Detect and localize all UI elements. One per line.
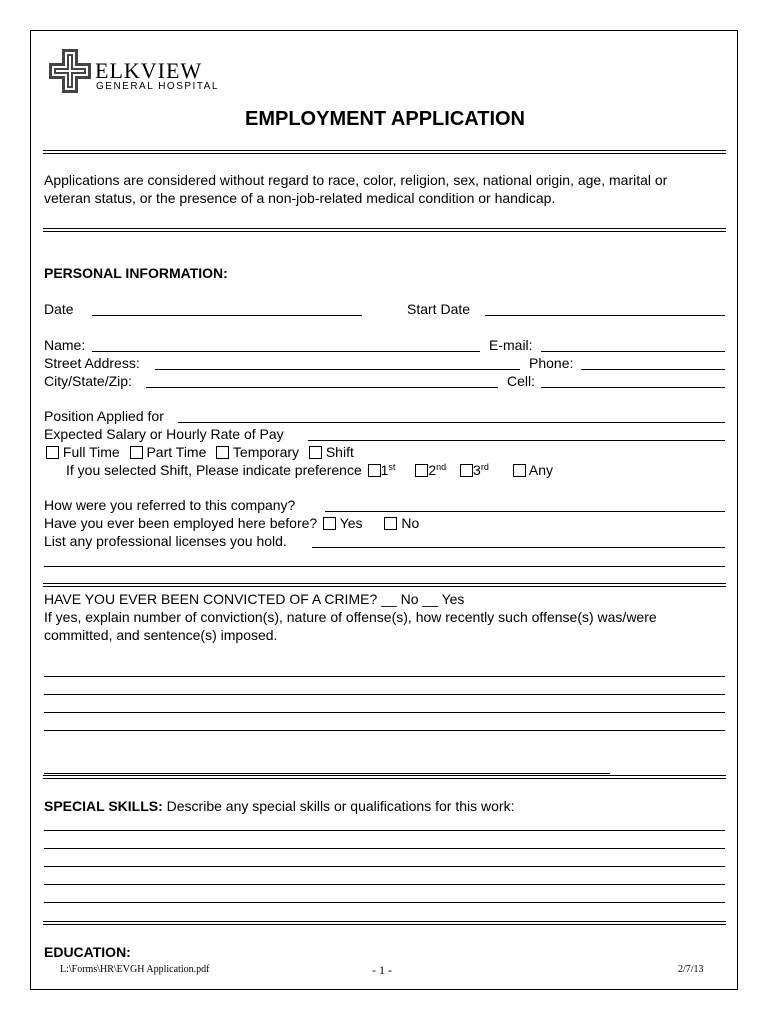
divider	[43, 583, 726, 587]
phone-field[interactable]	[581, 369, 725, 370]
temporary-label: Temporary	[232, 444, 300, 460]
skills-answer-line[interactable]	[44, 848, 725, 849]
licenses-field-2[interactable]	[44, 566, 725, 567]
shift-preference-label: If you selected Shift, Please indicate preference	[66, 462, 362, 478]
salary-field[interactable]	[308, 440, 725, 441]
employed-no-label: No	[401, 515, 420, 531]
notice-line-2: veteran status, or the presence of a non-job-related medical condition or handicap.	[44, 190, 556, 206]
referred-label: How were you referred to this company?	[44, 497, 296, 513]
crime-answer-line[interactable]	[44, 712, 725, 713]
any-shift-checkbox[interactable]	[513, 464, 526, 477]
logo-name: ELKVIEW	[95, 58, 203, 83]
email-field[interactable]	[541, 351, 725, 352]
skills-heading: SPECIAL SKILLS:	[44, 798, 163, 814]
city-field[interactable]	[146, 387, 498, 388]
position-field[interactable]	[178, 422, 725, 423]
position-label: Position Applied for	[44, 408, 164, 424]
salary-label: Expected Salary or Hourly Rate of Pay	[44, 426, 284, 442]
shift-checkbox[interactable]	[309, 446, 322, 459]
any-shift-label: Any	[528, 462, 553, 478]
name-field[interactable]	[92, 351, 480, 352]
divider	[43, 775, 726, 779]
crime-answer-line[interactable]	[44, 676, 725, 677]
cell-field[interactable]	[541, 387, 725, 388]
part-time-checkbox[interactable]	[130, 446, 143, 459]
start-date-label: Start Date	[407, 301, 471, 317]
divider	[43, 921, 726, 925]
crime-no-option[interactable]: __ No	[381, 591, 419, 607]
divider	[43, 228, 726, 232]
crime-answer-line[interactable]	[44, 773, 610, 774]
crime-explain-line-1: If yes, explain number of conviction(s), nature of offense(s), how recently such offense(s) was/were	[44, 609, 657, 625]
referred-field[interactable]	[325, 511, 725, 512]
crime-question	[44, 591, 464, 607]
skills-answer-line[interactable]	[44, 902, 725, 903]
employed-before-row	[44, 515, 419, 531]
temporary-checkbox[interactable]	[216, 446, 229, 459]
street-label: Street Address:	[44, 355, 140, 371]
shift-label: Shift	[325, 444, 354, 460]
street-field[interactable]	[155, 369, 520, 370]
skills-prompt: Describe any special skills or qualifications for this work:	[166, 798, 515, 814]
employment-type-row	[46, 444, 354, 460]
crime-answer-line[interactable]	[44, 694, 725, 695]
email-label: E-mail:	[489, 337, 533, 353]
skills-row	[44, 798, 514, 814]
cell-label: Cell:	[507, 373, 536, 389]
third-shift-checkbox[interactable]	[460, 464, 473, 477]
divider	[43, 150, 726, 154]
employed-yes-label: Yes	[339, 515, 363, 531]
employed-yes-checkbox[interactable]	[323, 517, 336, 530]
licenses-label: List any professional licenses you hold.	[44, 533, 287, 549]
crime-question-text: HAVE YOU EVER BEEN CONVICTED OF A CRIME?	[44, 591, 378, 607]
page-title: EMPLOYMENT APPLICATION	[245, 108, 525, 130]
footer-page-number: - 1 -	[372, 963, 392, 977]
name-label: Name:	[44, 337, 86, 353]
skills-answer-line[interactable]	[44, 884, 725, 885]
second-shift-label: 2nd	[428, 462, 447, 478]
full-time-checkbox[interactable]	[46, 446, 59, 459]
hospital-cross-logo-icon	[48, 48, 92, 94]
skills-answer-line[interactable]	[44, 830, 725, 831]
full-time-label: Full Time	[62, 444, 120, 460]
footer-date: 2/7/13	[678, 964, 704, 975]
logo-subtitle: GENERAL HOSPITAL	[96, 81, 219, 92]
crime-yes-option[interactable]: __ Yes	[422, 591, 465, 607]
crime-answer-line[interactable]	[44, 730, 725, 731]
notice-line-1: Applications are considered without regard to race, color, religion, sex, national origin, age, marital or	[44, 172, 668, 188]
licenses-field[interactable]	[312, 547, 725, 548]
crime-explain-line-2: committed, and sentence(s) imposed.	[44, 627, 278, 643]
second-shift-checkbox[interactable]	[415, 464, 428, 477]
footer-path: L:\Forms\HR\EVGH Application.pdf	[60, 964, 210, 975]
phone-label: Phone:	[529, 355, 574, 371]
first-shift-checkbox[interactable]	[368, 464, 381, 477]
city-label: City/State/Zip:	[44, 373, 132, 389]
skills-answer-line[interactable]	[44, 866, 725, 867]
part-time-label: Part Time	[146, 444, 207, 460]
personal-heading: PERSONAL INFORMATION:	[44, 265, 228, 281]
first-shift-label: 1st	[380, 462, 396, 478]
employed-before-label: Have you ever been employed here before?	[44, 515, 318, 531]
start-date-field[interactable]	[485, 315, 725, 316]
date-label: Date	[44, 301, 74, 317]
employed-no-checkbox[interactable]	[384, 517, 397, 530]
education-heading: EDUCATION:	[44, 944, 131, 960]
date-field[interactable]	[92, 315, 362, 316]
shift-preference-row	[66, 462, 553, 478]
third-shift-label: 3rd	[473, 462, 489, 478]
